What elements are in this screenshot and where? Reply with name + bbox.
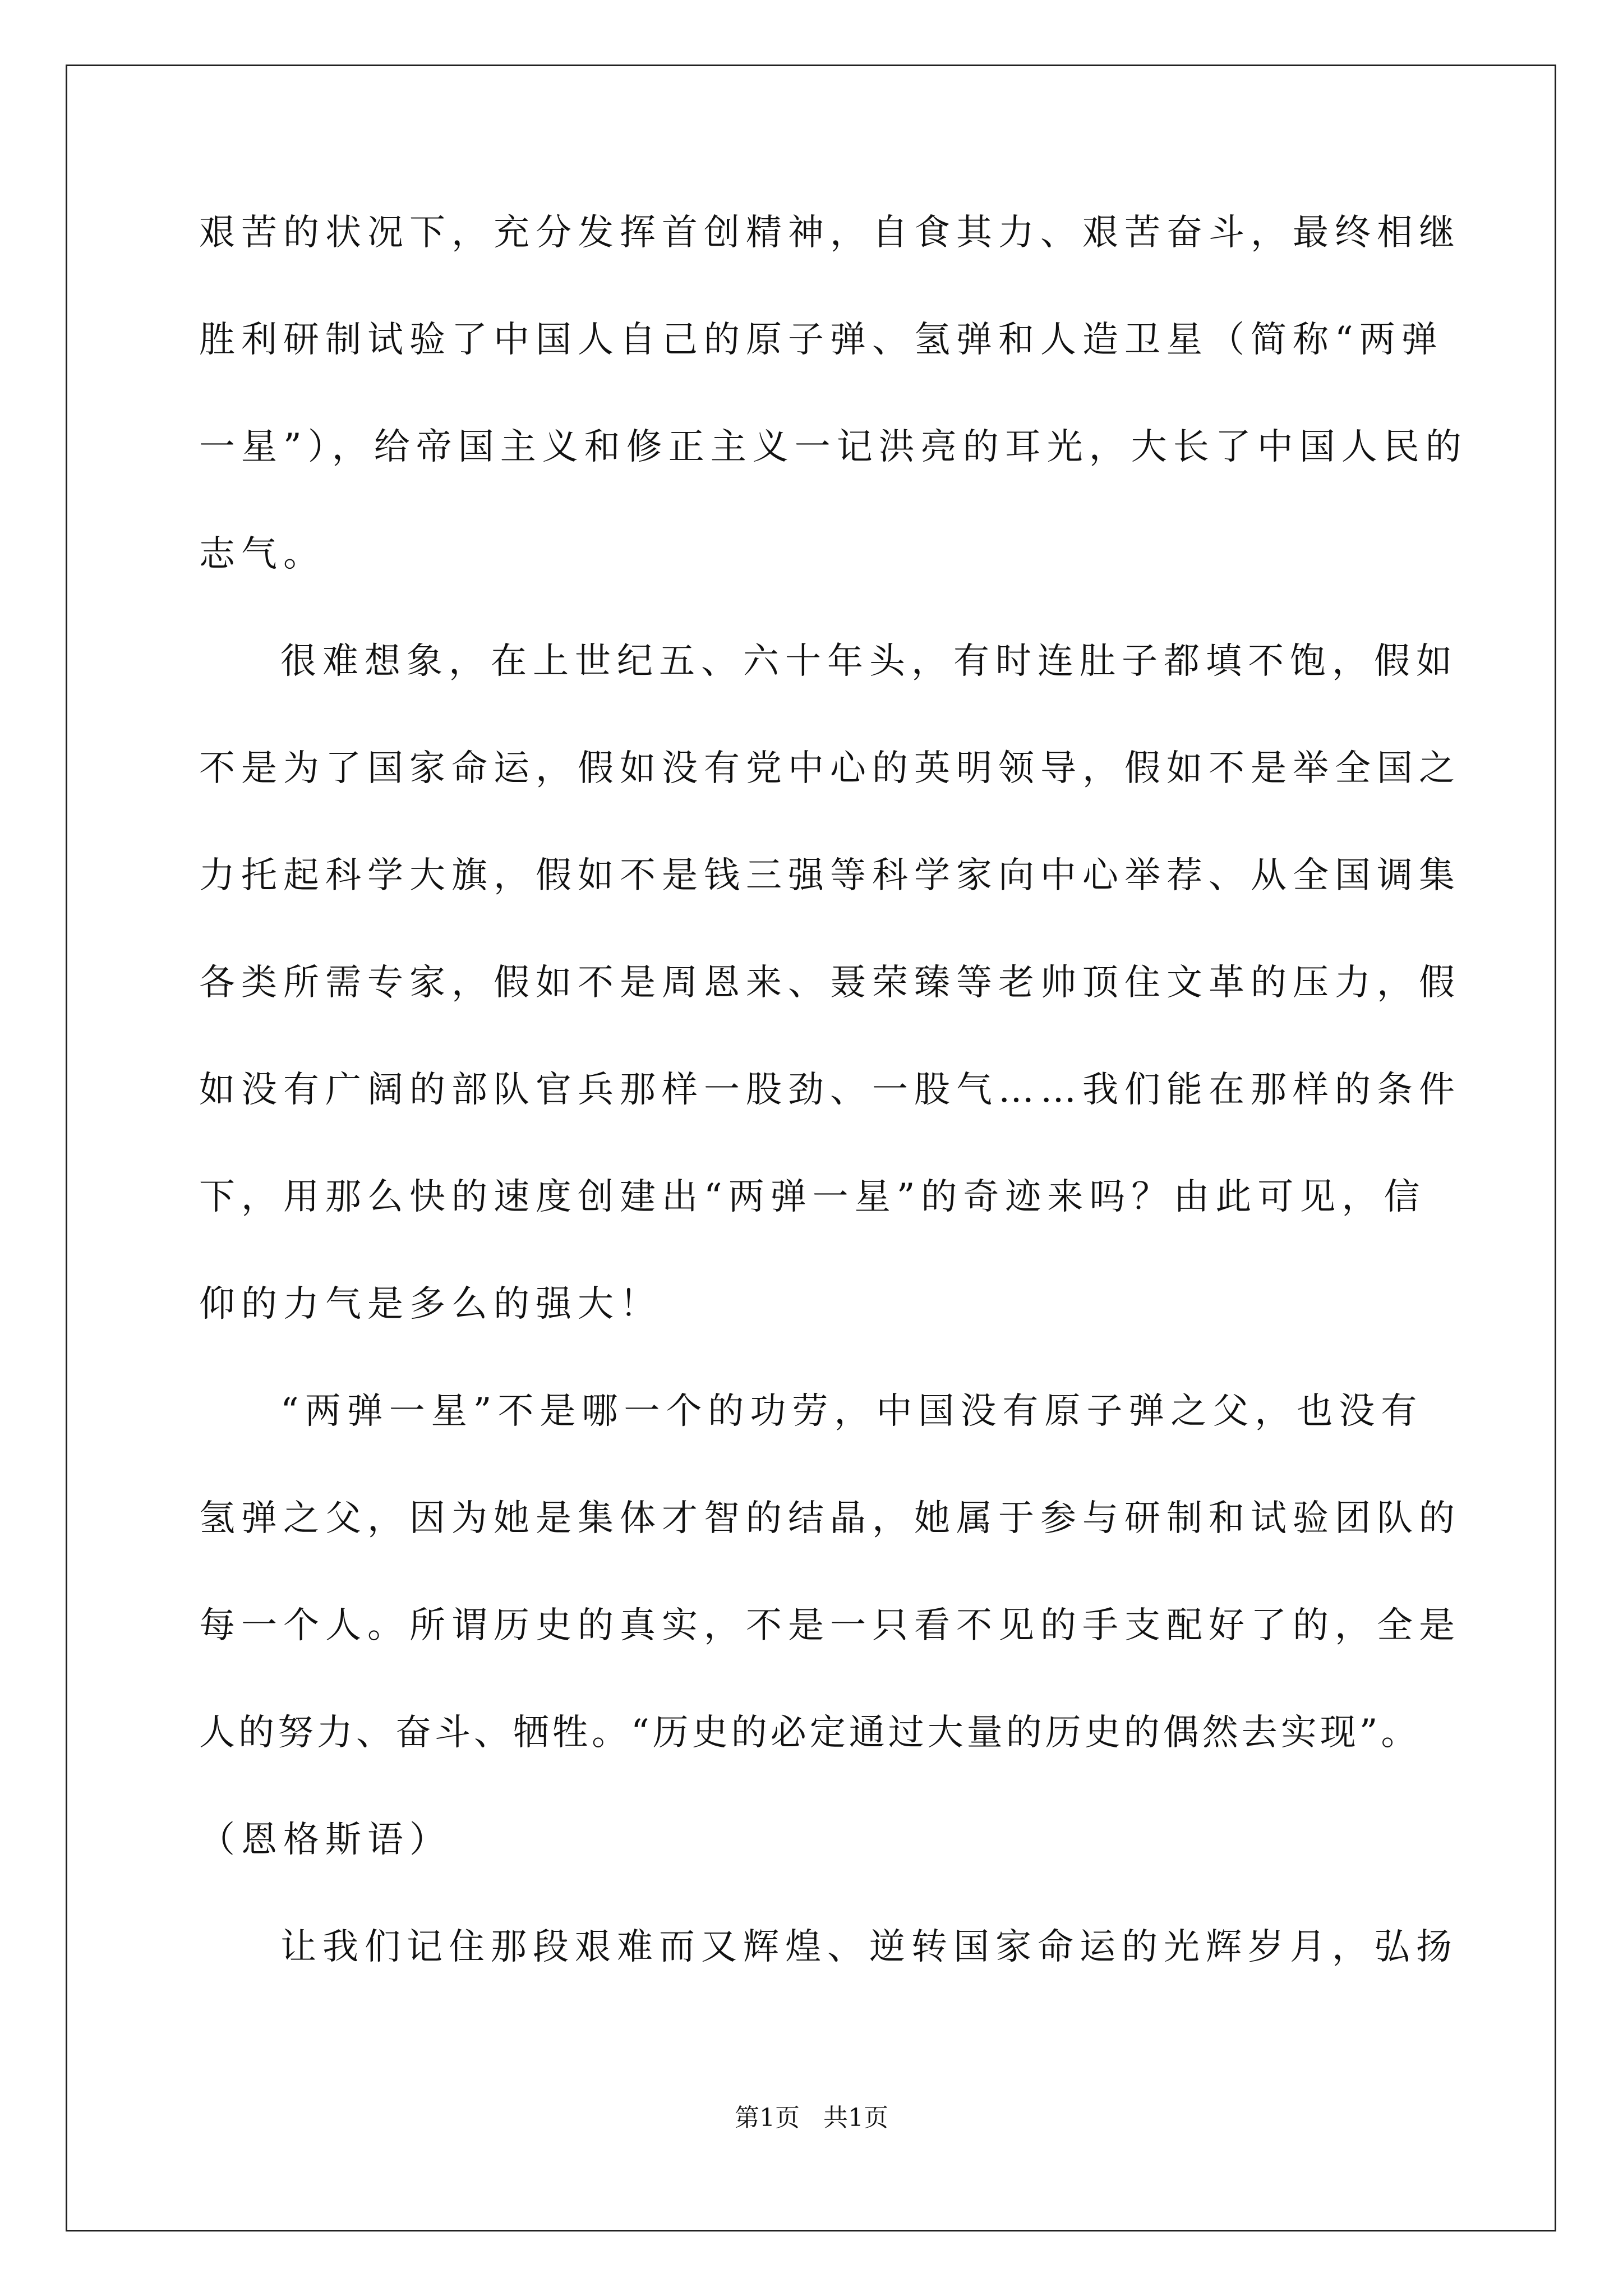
text-line: 人的努力、奋斗、牺牲。“历史的必定通过大量的历史的偶然去实现”。 bbox=[199, 1712, 1421, 1754]
text-line: 下，用那么快的速度创建出“两弹一星”的奇迹来吗？由此可见，信 bbox=[199, 1176, 1426, 1218]
text-line: 艰苦的状况下，充分发挥首创精神，自食其力、艰苦奋斗，最终相继 bbox=[199, 212, 1461, 254]
text-line: 氢弹之父，因为她是集体才智的结晶，她属于参与研制和试验团队的 bbox=[199, 1498, 1461, 1539]
text-line: 仰的力气是多么的强大！ bbox=[199, 1283, 662, 1325]
text-line: 胜利研制试验了中国人自己的原子弹、氢弹和人造卫星（简称“两弹 bbox=[199, 319, 1444, 361]
page-number-footer: 第1页 共1页 bbox=[735, 2104, 888, 2132]
text-line: 不是为了国家命运，假如没有党中心的英明领导，假如不是举全国之 bbox=[199, 748, 1461, 789]
paragraph-start-line: 让我们记住那段艰难而又辉煌、逆转国家命运的光辉岁月，弘扬 bbox=[280, 1926, 1458, 1968]
text-line: 一星”），给帝国主义和修正主义一记洪亮的耳光，大长了中国人民的 bbox=[199, 426, 1468, 468]
text-line: 各类所需专家，假如不是周恩来、聂荣臻等老帅顶住文革的压力，假 bbox=[199, 962, 1461, 1004]
paragraph-start-line: 很难想象，在上世纪五、六十年头，有时连肚子都填不饱，假如 bbox=[280, 641, 1458, 682]
paragraph-start-line: “两弹一星”不是哪一个的功劳，中国没有原子弹之父，也没有 bbox=[280, 1391, 1423, 1432]
text-line: 志气。 bbox=[199, 533, 325, 575]
text-line: 每一个人。所谓历史的真实，不是一只看不见的手支配好了的，全是 bbox=[199, 1605, 1461, 1646]
text-line: 如没有广阔的部队官兵那样一股劲、一股气……我们能在那样的条件 bbox=[199, 1069, 1461, 1111]
page-border bbox=[66, 65, 1556, 2231]
text-line: 力托起科学大旗，假如不是钱三强等科学家向中心举荐、从全国调集 bbox=[199, 855, 1461, 896]
text-line: （恩格斯语） bbox=[199, 1819, 451, 1861]
